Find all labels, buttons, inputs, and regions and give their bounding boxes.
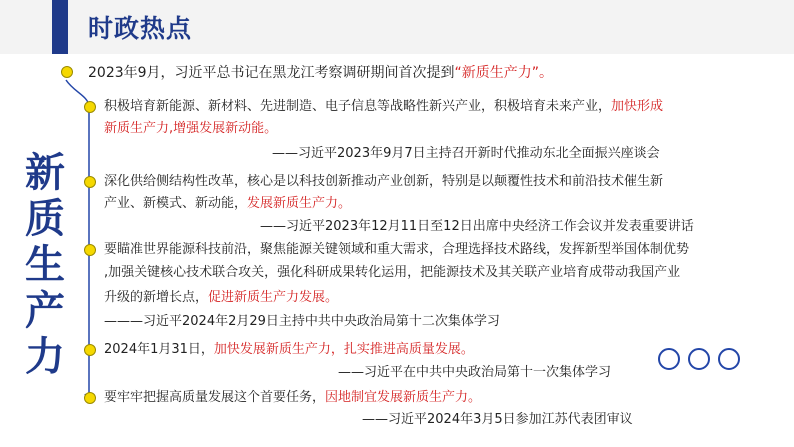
decor-circle [718,348,740,370]
side-title-char: 力 [25,334,65,380]
timeline-dot [84,101,96,113]
side-title-char: 生 [25,242,65,288]
item-line: 新质生产力,增强发展新动能。 [104,121,278,136]
item-line: 深化供给侧结构性改革，核心是以科技创新推动产业创新，特别是以颠覆性技术和前沿技术催生新 [104,174,664,189]
item-source: ——习近平2023年9月7日主持召开新时代推动东北全面振兴座谈会 [272,146,660,161]
timeline-dot [61,66,73,78]
item-line: 升级的新增长点，促进新质生产力发展。 [104,290,339,305]
item-source: ——习近平2024年3月5日参加江苏代表团审议 [362,412,633,427]
item-line: 2023年9月，习近平总书记在黑龙江考察调研期间首次提到“新质生产力”。 [88,65,554,81]
side-title-char: 质 [25,196,65,242]
side-title-char: 产 [25,288,65,334]
decor-circle [658,348,680,370]
timeline-dot [84,244,96,256]
item-source: ——习近平2023年12月11日至12日出席中央经济工作会议并发表重要讲话 [260,219,694,234]
page-title: 时政热点 [88,14,193,43]
decor-circle [688,348,710,370]
item-line: ,加强关键核心技术联合攻关，强化科研成果转化运用，把能源技术及其关联产业培育成带动我国产业 [104,265,681,280]
side-title-char: 新 [25,150,65,196]
item-line: 产业、新模式、新动能，发展新质生产力。 [104,196,352,211]
item-line: 2024年1月31日，加快发展新质生产力，扎实推进高质量发展。 [104,342,474,357]
item-line: 要瞄准世界能源科技前沿，聚焦能源关键领域和重大需求，合理选择技术路线，发挥新型举国体制优势 [104,242,690,257]
timeline-dot [84,344,96,356]
item-line: 要牢牢把握高质量发展这个首要任务，因地制宜发展新质生产力。 [104,390,482,405]
item-source: ——习近平在中共中央政治局第十一次集体学习 [338,365,612,380]
timeline-dot [84,176,96,188]
timeline-dot [84,392,96,404]
item-source: ———习近平2024年2月29日主持中共中央政治局第十二次集体学习 [104,314,500,329]
item-line: 积极培育新能源、新材料、先进制造、电子信息等战略性新兴产业，积极培育未来产业，加快形成 [104,99,664,114]
